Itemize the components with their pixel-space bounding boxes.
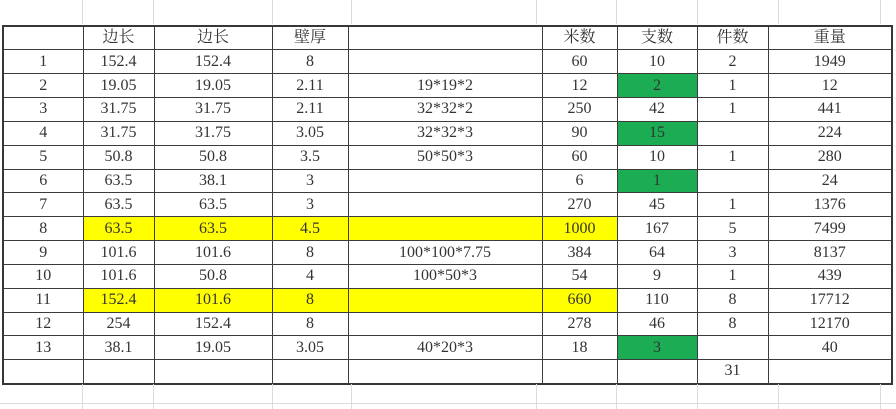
table-row [3, 360, 892, 384]
table-cell[interactable]: 101.6 [83, 241, 154, 265]
table-cell[interactable]: 63.5 [83, 169, 154, 193]
table-cell[interactable]: 38.1 [154, 169, 272, 193]
table-cell[interactable]: 45 [617, 193, 697, 217]
table-cell[interactable]: 4 [3, 121, 83, 145]
table-cell[interactable]: 280 [768, 145, 892, 169]
table-cell[interactable]: 152.4 [154, 312, 272, 336]
gridline [272, 0, 273, 24]
table-cell[interactable] [348, 360, 542, 384]
gridline [880, 384, 881, 409]
table-row [3, 288, 892, 312]
gridline [351, 0, 352, 24]
table-cell[interactable]: 19.05 [154, 336, 272, 360]
table-cell[interactable]: 2.11 [272, 98, 348, 122]
table-cell[interactable]: 50.8 [154, 145, 272, 169]
table-cell[interactable]: 224 [768, 121, 892, 145]
table-cell[interactable]: 2 [3, 74, 83, 98]
table-cell[interactable]: 5 [697, 217, 768, 241]
table-cell[interactable]: 10 [617, 145, 697, 169]
table-cell[interactable]: 1 [3, 50, 83, 74]
gridline [0, 403, 896, 404]
table-cell[interactable]: 1 [697, 145, 768, 169]
table-cell[interactable]: 7499 [768, 217, 892, 241]
table-cell[interactable]: 24 [768, 169, 892, 193]
table-cell[interactable]: 167 [617, 217, 697, 241]
table-cell[interactable]: 3 [272, 193, 348, 217]
table-cell[interactable]: 42 [617, 98, 697, 122]
table-cell[interactable] [697, 121, 768, 145]
table-cell[interactable]: 8 [272, 241, 348, 265]
table-cell[interactable]: 7 [3, 193, 83, 217]
column-header-cell[interactable] [348, 26, 542, 50]
table-cell[interactable]: 3 [272, 169, 348, 193]
table-cell[interactable]: 8 [3, 217, 83, 241]
table-cell[interactable]: 63.5 [83, 217, 154, 241]
header-row [3, 26, 892, 50]
table-cell[interactable]: 101.6 [83, 264, 154, 288]
table-cell[interactable]: 1 [697, 193, 768, 217]
gridline [82, 384, 83, 409]
table-cell[interactable]: 19.05 [83, 74, 154, 98]
table-cell[interactable]: 100*100*7.75 [348, 241, 542, 265]
table-cell[interactable]: 32*32*3 [348, 121, 542, 145]
table-row [3, 241, 892, 265]
table-cell[interactable]: 12 [3, 312, 83, 336]
table-cell[interactable]: 10 [3, 264, 83, 288]
data-table [2, 25, 893, 385]
table-cell[interactable] [697, 169, 768, 193]
gridline [536, 0, 537, 24]
table-cell[interactable]: 8 [697, 312, 768, 336]
table-cell[interactable]: 32*32*2 [348, 98, 542, 122]
table-cell[interactable]: 10 [617, 50, 697, 74]
table-cell[interactable]: 110 [617, 288, 697, 312]
table-cell[interactable]: 8 [697, 288, 768, 312]
table-cell[interactable]: 3 [617, 336, 697, 360]
table-cell[interactable]: 3 [697, 241, 768, 265]
table-cell[interactable]: 64 [617, 241, 697, 265]
table-cell[interactable]: 6 [542, 169, 617, 193]
table-cell[interactable]: 15 [617, 121, 697, 145]
table-cell[interactable]: 63.5 [154, 193, 272, 217]
table-cell[interactable]: 11 [3, 288, 83, 312]
table-cell[interactable]: 152.4 [154, 50, 272, 74]
table-cell[interactable]: 31 [697, 360, 768, 384]
gridline [351, 384, 352, 409]
table-row [3, 121, 892, 145]
table-cell[interactable] [348, 169, 542, 193]
table-cell[interactable]: 63.5 [154, 217, 272, 241]
table-row [3, 50, 892, 74]
column-header-cell[interactable]: 边长 [154, 26, 272, 50]
gridline [82, 0, 83, 24]
table-cell[interactable] [83, 360, 154, 384]
column-header-cell[interactable]: 米数 [542, 26, 617, 50]
table-cell[interactable]: 46 [617, 312, 697, 336]
table-cell[interactable]: 40*20*3 [348, 336, 542, 360]
table-cell[interactable]: 4.5 [272, 217, 348, 241]
table-row [3, 74, 892, 98]
table-cell[interactable]: 40 [768, 336, 892, 360]
table-cell[interactable]: 3.5 [272, 145, 348, 169]
table-cell[interactable]: 2.11 [272, 74, 348, 98]
table-cell[interactable]: 50*50*3 [348, 145, 542, 169]
gridline [778, 0, 779, 24]
table-cell[interactable]: 1 [697, 74, 768, 98]
table-cell[interactable]: 9 [617, 264, 697, 288]
table-cell[interactable]: 18 [542, 336, 617, 360]
table-cell[interactable]: 19*19*2 [348, 74, 542, 98]
table-cell[interactable] [348, 50, 542, 74]
table-cell[interactable]: 3.05 [272, 336, 348, 360]
table-cell[interactable]: 31.75 [83, 98, 154, 122]
table-cell[interactable]: 31.75 [83, 121, 154, 145]
table-cell[interactable]: 8 [272, 288, 348, 312]
table-cell[interactable]: 50.8 [154, 264, 272, 288]
table-cell[interactable] [348, 288, 542, 312]
table-cell[interactable] [3, 360, 83, 384]
table-cell[interactable]: 12 [542, 74, 617, 98]
table-cell[interactable]: 54 [542, 264, 617, 288]
table-cell[interactable]: 19.05 [154, 74, 272, 98]
table-cell[interactable]: 439 [768, 264, 892, 288]
table-cell[interactable]: 12170 [768, 312, 892, 336]
table-cell[interactable]: 8 [272, 50, 348, 74]
table-cell[interactable]: 101.6 [154, 241, 272, 265]
table-cell[interactable]: 31.75 [154, 98, 272, 122]
table-cell[interactable]: 2 [697, 50, 768, 74]
table-cell[interactable] [697, 336, 768, 360]
table-row [3, 217, 892, 241]
table-cell[interactable]: 270 [542, 193, 617, 217]
table-cell[interactable] [768, 360, 892, 384]
table-cell[interactable]: 660 [542, 288, 617, 312]
table-cell[interactable] [617, 360, 697, 384]
table-cell[interactable]: 1376 [768, 193, 892, 217]
table-cell[interactable]: 441 [768, 98, 892, 122]
column-header-cell[interactable]: 件数 [697, 26, 768, 50]
table-row [3, 264, 892, 288]
table-cell[interactable] [542, 360, 617, 384]
column-header-cell[interactable]: 重量 [768, 26, 892, 50]
column-header-cell[interactable] [3, 26, 83, 50]
table-cell[interactable]: 1 [697, 98, 768, 122]
table-cell[interactable]: 9 [3, 241, 83, 265]
table-row [3, 169, 892, 193]
column-header-cell[interactable]: 壁厚 [272, 26, 348, 50]
table-row [3, 98, 892, 122]
table-cell[interactable] [272, 360, 348, 384]
table-cell[interactable] [348, 193, 542, 217]
gridline [153, 0, 154, 24]
table-row [3, 312, 892, 336]
table-cell[interactable]: 17712 [768, 288, 892, 312]
table-cell[interactable]: 152.4 [83, 50, 154, 74]
table-cell[interactable]: 1 [617, 169, 697, 193]
table-cell[interactable]: 250 [542, 98, 617, 122]
gridline [697, 0, 698, 24]
gridline [778, 384, 779, 409]
gridline [536, 384, 537, 409]
table-cell[interactable]: 278 [542, 312, 617, 336]
table-cell[interactable]: 12 [768, 74, 892, 98]
table-cell[interactable]: 60 [542, 50, 617, 74]
table-row [3, 193, 892, 217]
table-cell[interactable]: 384 [542, 241, 617, 265]
table-cell[interactable]: 60 [542, 145, 617, 169]
table-cell[interactable] [348, 312, 542, 336]
gridline [153, 384, 154, 409]
table-cell[interactable]: 63.5 [83, 193, 154, 217]
table-cell[interactable]: 8 [272, 312, 348, 336]
table-body [3, 26, 892, 384]
table-cell[interactable]: 50.8 [83, 145, 154, 169]
column-header-cell[interactable]: 边长 [83, 26, 154, 50]
table-row [3, 336, 892, 360]
gridline [272, 384, 273, 409]
table-cell[interactable]: 38.1 [83, 336, 154, 360]
table-cell[interactable]: 1949 [768, 50, 892, 74]
table-cell[interactable]: 2 [617, 74, 697, 98]
gridline [616, 0, 617, 24]
table-cell[interactable]: 13 [3, 336, 83, 360]
table-cell[interactable]: 101.6 [154, 288, 272, 312]
table-cell[interactable]: 5 [3, 145, 83, 169]
table-cell[interactable] [154, 360, 272, 384]
table-cell[interactable]: 1000 [542, 217, 617, 241]
column-header-cell[interactable]: 支数 [617, 26, 697, 50]
table-cell[interactable]: 90 [542, 121, 617, 145]
table-cell[interactable]: 100*50*3 [348, 264, 542, 288]
gridline [616, 384, 617, 409]
gridline [880, 0, 881, 24]
table-cell[interactable]: 8137 [768, 241, 892, 265]
table-cell[interactable]: 31.75 [154, 121, 272, 145]
table-cell[interactable]: 1 [697, 264, 768, 288]
gridline [697, 384, 698, 409]
table-cell[interactable]: 3.05 [272, 121, 348, 145]
table-cell[interactable] [348, 217, 542, 241]
table-cell[interactable]: 3 [3, 98, 83, 122]
table-cell[interactable]: 6 [3, 169, 83, 193]
table-row [3, 145, 892, 169]
table-cell[interactable]: 4 [272, 264, 348, 288]
table-cell[interactable]: 254 [83, 312, 154, 336]
table-cell[interactable]: 152.4 [83, 288, 154, 312]
